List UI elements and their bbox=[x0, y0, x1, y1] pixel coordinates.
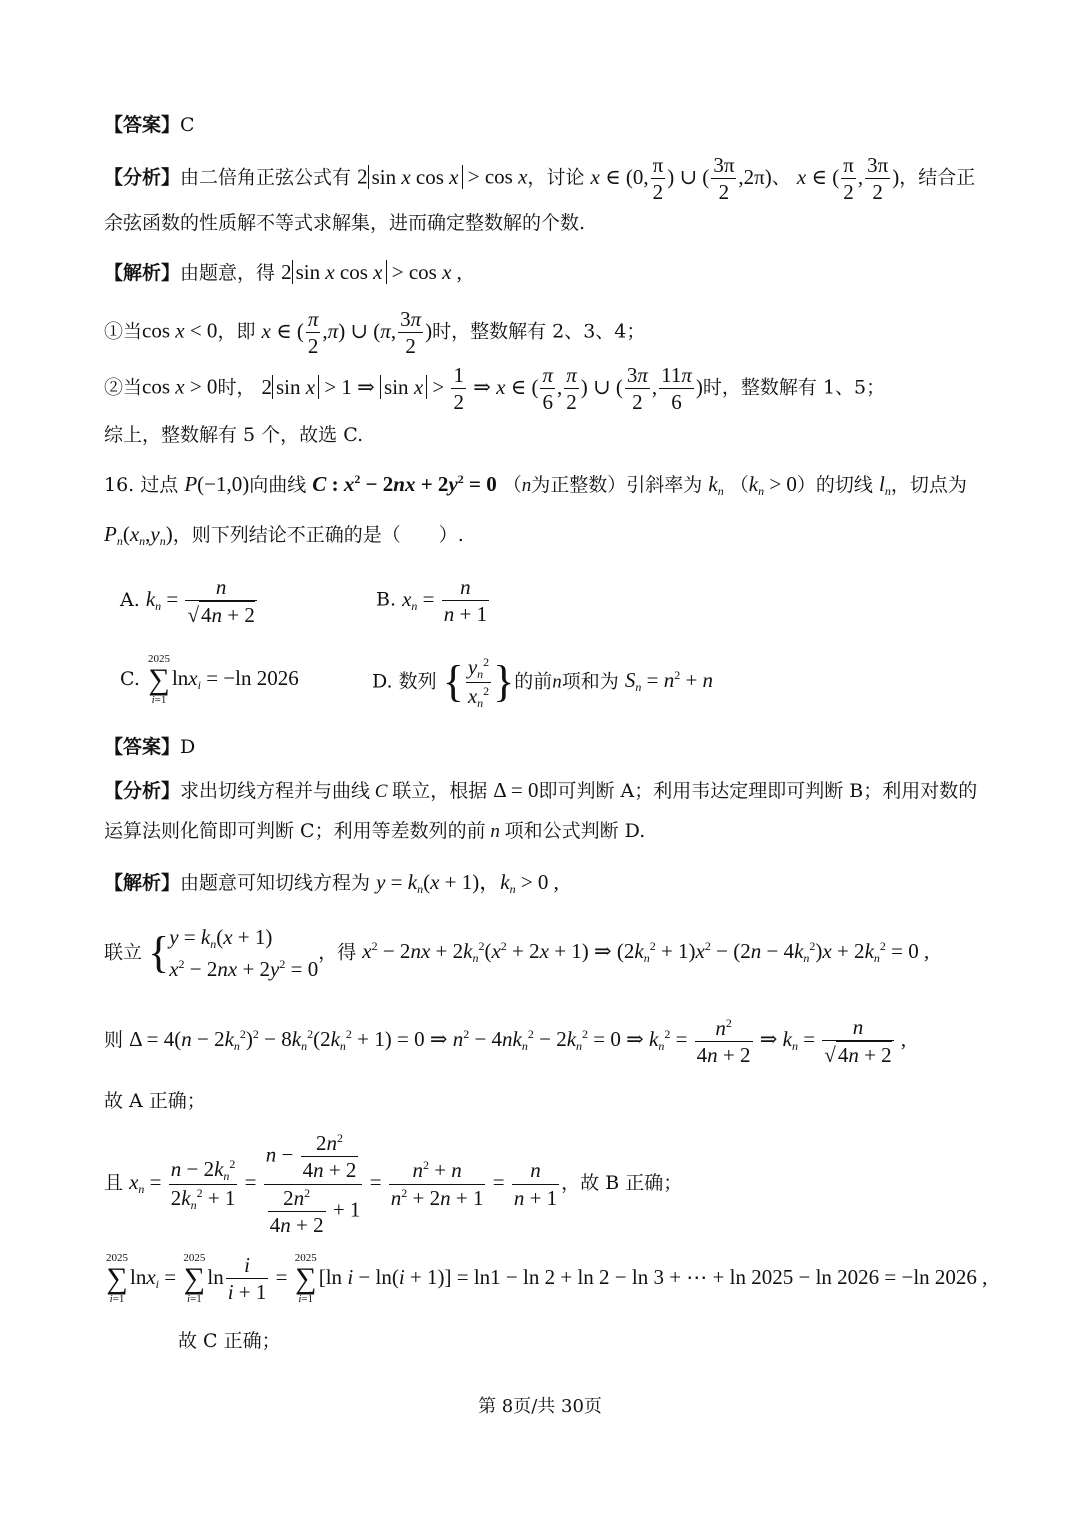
case-text: 时，整数解有 1、5； bbox=[702, 376, 886, 399]
q15-answer bbox=[104, 114, 195, 137]
math-expression: $x_n$ = $\frac{n}{n + 1}$ bbox=[402, 575, 488, 627]
q16-xn-line bbox=[104, 1130, 682, 1238]
stem-text: ，切点为 bbox=[890, 474, 967, 496]
case-text: 时，整数解有 2、3、4； bbox=[432, 320, 646, 343]
math-expression: $S_n = n^2 + n$ bbox=[624, 668, 714, 695]
math-expression: $x^2 - 2nx + 2k_n^2(x^2 + 2x + 1)$ ⇒ $(2k_n^2 + 1)x^2 - (2n - 4k_n^2)x + 2k_n^2 = 0$ , bbox=[362, 939, 930, 966]
q16-c-correct: 故 C 正确； bbox=[178, 1330, 281, 1352]
math-expression: P(−1,0) bbox=[184, 472, 250, 496]
analysis-text: 即可判断 A；利用韦达定理即可判断 B；利用对数的 bbox=[538, 780, 978, 802]
math-expression: $x_n$ = $\frac{n - 2k_n^2}{2k_n^2 + 1}$ = n − $\frac{2n^2}{4n + 2}$ $\frac{2n^2}{4n + 2}$ + 1 = $\frac{n^2 + n}{n^2 + 2n + 1}$ = $\frac{n}{n + 1}$ bbox=[129, 1131, 558, 1237]
q16-answer bbox=[104, 736, 195, 759]
page-footer: 第 8页/共 30页 bbox=[478, 1396, 602, 1417]
option-a bbox=[120, 574, 259, 629]
q16-stem-line2 bbox=[104, 522, 464, 548]
option-b bbox=[376, 574, 491, 628]
q15-conclusion: 综上，整数解有 5 个，故选 C. bbox=[104, 424, 364, 446]
answer-value: D bbox=[180, 736, 196, 758]
analysis-text: 、 bbox=[771, 166, 791, 189]
q16-analysis-line1 bbox=[104, 778, 977, 804]
q15-case2 bbox=[104, 362, 885, 416]
q15-solution-line1 bbox=[104, 260, 462, 285]
option-text: 的前 bbox=[514, 670, 553, 693]
solution-text: 由题意，得 bbox=[180, 262, 276, 284]
option-label: B. bbox=[376, 588, 397, 611]
stem-text: ）的切线 bbox=[796, 474, 873, 496]
option-label: D. 数列 bbox=[372, 670, 437, 693]
q16-delta-line bbox=[104, 1014, 906, 1069]
solution-text: ，故 B 正确； bbox=[561, 1171, 683, 1194]
answer-value: C bbox=[180, 114, 195, 136]
math-expression: x ∈ ( $\frac{\pi}{2}$ , $\frac{3\pi}{2}$ ) bbox=[796, 153, 900, 205]
case-text: 时， bbox=[217, 376, 256, 399]
analysis-label: 【分析】 bbox=[104, 166, 181, 189]
math-expression: x ∈ ( $\frac{\pi}{2}$ ,π) ∪ (π, $\frac{3\pi}{2}$ ) bbox=[261, 307, 433, 359]
math-expression: 2025 ∑ i=1 lnx$_i$ = −ln 2026 bbox=[147, 653, 299, 706]
solution-text: 则 bbox=[104, 1029, 124, 1052]
math-expression: 2 sin x cos x > cos x , bbox=[281, 260, 462, 284]
math-expression: $\Delta = 4(n - 2k_n^2)^2 - 8k_n^2(2k_n^2 + 1) = 0$ ⇒ $n^2 - 4nk_n^2 - 2k_n^2 = 0$ ⇒ $k_n^2$ = $\frac{n^2}{4n + 2}$ ⇒ $k_n$ = $\frac{n}{√4n + 2}$ , bbox=[129, 1015, 907, 1068]
math-expression: n bbox=[552, 671, 562, 693]
case-text: ②当 bbox=[104, 376, 143, 399]
q16-a-correct: 故 A 正确； bbox=[104, 1090, 206, 1112]
math-expression: $k_n$ bbox=[708, 472, 724, 498]
stem-text: ，则下列结论不正确的是（ ）. bbox=[172, 524, 464, 546]
solution-label: 【解析】 bbox=[104, 262, 181, 284]
solution-text: 联立 bbox=[104, 941, 143, 964]
option-d bbox=[372, 654, 713, 711]
math-expression: $k_n$ = $\frac{n}{√4n + 2}$ bbox=[145, 575, 255, 628]
solution-text: 且 bbox=[104, 1171, 124, 1194]
math-expression: 2 sin x > 1 ⇒ sin x > $\frac{1}{2}$ ⇒ x ∈ ( $\frac{\pi}{6}$ , $\frac{\pi}{2}$ ) ∪ ( $\frac{3\pi}{2}$ , $\frac{11\pi}{6}$ ) bbox=[261, 363, 703, 415]
case-text: ①当 bbox=[104, 320, 143, 343]
math-expression: x ∈ (0, $\frac{\pi}{2}$ ) ∪ ( $\frac{3\pi}{2}$ ,2π) bbox=[590, 153, 772, 205]
answer-label: 【答案】 bbox=[104, 114, 181, 136]
option-label: A. bbox=[120, 589, 140, 612]
stem-text: 16. 过点 bbox=[104, 474, 179, 496]
q16-joint-system bbox=[104, 922, 929, 985]
stem-text: 向曲线 bbox=[249, 474, 307, 496]
analysis-text: 项和公式判断 D. bbox=[504, 820, 646, 842]
option-label: C. bbox=[120, 667, 140, 690]
q15-case1 bbox=[104, 306, 645, 360]
q16-solution-line1 bbox=[104, 870, 559, 896]
math-expression: { $\frac{y_n^2}{x_n^2}$ } bbox=[442, 655, 515, 710]
math-expression: Δ = 0 bbox=[493, 778, 539, 802]
math-expression: { $y = k_n(x + 1)$ $x^2 - 2nx + 2y^2 = 0$ bbox=[148, 925, 319, 981]
analysis-label: 【分析】 bbox=[104, 780, 181, 802]
math-expression: cos x < 0 bbox=[142, 318, 218, 343]
solution-text: 由题意可知切线方程为 bbox=[180, 872, 371, 894]
stem-text: 为正整数）引斜率为 bbox=[531, 474, 703, 496]
option-text: 项和为 bbox=[561, 670, 619, 693]
analysis-text: 求出切线方程并与曲线 bbox=[180, 780, 371, 802]
analysis-text: 由二倍角正弦公式有 bbox=[180, 166, 352, 189]
analysis-text: 联立，根据 bbox=[392, 780, 488, 802]
stem-text: （ bbox=[502, 474, 522, 496]
math-expression: cos x > 0 bbox=[142, 374, 218, 399]
math-expression: $k_n > 0$ bbox=[748, 472, 797, 498]
math-expression: n bbox=[485, 821, 505, 842]
q15-analysis-line2: 余弦函数的性质解不等式求解集，进而确定整数解的个数. bbox=[104, 212, 586, 234]
math-expression: 2 sin x cos x > cos x bbox=[357, 164, 528, 189]
math-expression: 2025 ∑ i=1 lnx$_i$ = 2025 ∑ i=1 ln $\frac{i}{i + 1}$ = 2025 ∑ i=1 [ln i − ln(i + 1)] = ln1 − ln 2 + ln 2 − ln 3 + ⋯ + ln 2025 − ln 2026 = −ln 2026 , bbox=[106, 1251, 988, 1305]
analysis-text: ，讨论 bbox=[527, 166, 585, 189]
option-c bbox=[120, 654, 299, 706]
math-expression: $P_n(x_n,y_n)$ bbox=[104, 522, 173, 548]
stem-text: （ bbox=[729, 474, 749, 496]
q16-sum-line bbox=[104, 1252, 987, 1306]
math-expression: C bbox=[370, 781, 393, 802]
case-text: ，即 bbox=[217, 320, 256, 343]
q16-analysis-line2 bbox=[104, 820, 645, 844]
q16-stem-line1 bbox=[104, 472, 967, 498]
math-expression: n bbox=[521, 475, 532, 496]
solution-label: 【解析】 bbox=[104, 872, 181, 894]
solution-text: ，得 bbox=[318, 941, 357, 964]
math-expression: $y = k_n(x + 1)$，$k_n > 0$ , bbox=[376, 870, 559, 896]
math-expression: C : $x^2 - 2nx + 2y^2 = 0$ bbox=[312, 472, 497, 496]
analysis-text: 运算法则化简即可判断 C；利用等差数列的前 bbox=[104, 820, 486, 842]
q15-analysis-line1 bbox=[104, 152, 975, 206]
math-expression: $l_n$ bbox=[878, 472, 891, 498]
analysis-text: ，结合正 bbox=[899, 166, 976, 189]
answer-label: 【答案】 bbox=[104, 736, 181, 758]
